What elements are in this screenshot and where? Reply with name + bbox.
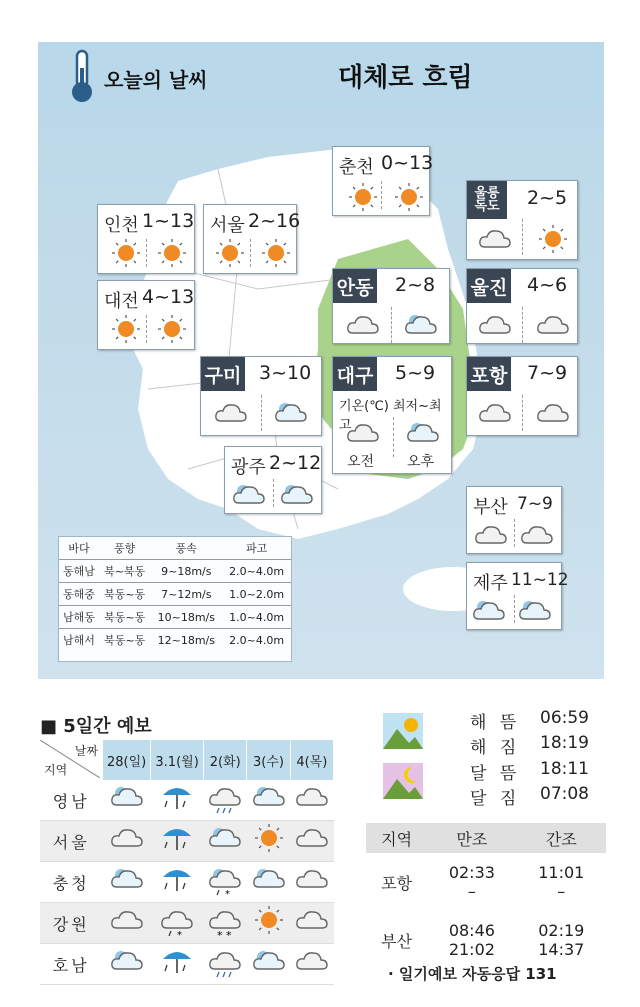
city-name: 춘천 [339, 157, 374, 178]
sea-header: 풍향 [114, 542, 136, 555]
rain-cloud-icon [207, 781, 243, 819]
high-tide-time: 08:46 [448, 921, 495, 940]
moonrise-label: 달 뜸 [470, 764, 521, 784]
region-name: 강원 [40, 903, 103, 944]
sea-cell: 남해서 [59, 629, 99, 652]
header-title: 오늘의 날씨 [104, 68, 208, 92]
temp-legend: 기온(℃) 최저~최고 [339, 399, 442, 433]
cloud-icon [109, 822, 145, 860]
sea-header-row [59, 537, 291, 560]
city-name: 대구 [333, 357, 377, 391]
table-row [40, 862, 334, 903]
region-name: 서울 [40, 821, 103, 862]
table-row [40, 821, 334, 862]
city-name: 인천 [104, 215, 139, 236]
table-row [40, 944, 334, 985]
sea-cell: 2.0~4.0m [222, 629, 291, 652]
cloud-icon [477, 309, 513, 347]
city-name: 부산 [473, 497, 508, 518]
sun-icon [251, 822, 287, 860]
city-box-daejeon [97, 280, 195, 350]
rain-cloud-icon [207, 945, 243, 983]
city-name: 울릉 독도 [467, 181, 507, 219]
table-row [40, 780, 334, 821]
city-temp: 5~9 [395, 362, 436, 384]
city-box-seoul [203, 204, 301, 274]
sea-cell: 동해남 [59, 560, 99, 583]
table-row [40, 903, 334, 944]
partly-cloudy-icon [251, 781, 287, 819]
sunrise-label: 해 뜸 [470, 713, 521, 733]
city-name: 제주 [473, 573, 508, 594]
city-temp: 0~13 [381, 152, 434, 174]
city-box-incheon [97, 204, 195, 274]
city-name: 광주 [231, 457, 266, 478]
day-header: 28(일) [103, 740, 151, 780]
city-temp: 4~13 [142, 286, 195, 308]
sea-header: 파고 [245, 542, 268, 555]
city-temp: 2~5 [527, 187, 568, 209]
tide-header: 간조 [517, 823, 606, 853]
city-box-andong [332, 268, 450, 344]
rain-umbrella-icon [159, 945, 195, 983]
thermometer-icon [68, 48, 96, 104]
city-box-chuncheon [332, 146, 434, 216]
sun-icon [345, 181, 381, 219]
partly-cloudy-icon [279, 479, 315, 517]
sun-icon [212, 237, 248, 275]
sunset-label: 해 짐 [470, 738, 521, 758]
svg-text:*: * [225, 889, 231, 897]
footer-phone-info: · 일기예보 자동응답 131 [388, 965, 557, 983]
city-temp: 11~12 [511, 570, 569, 590]
partly-cloudy-icon [517, 595, 553, 633]
sea-cell: 1.0~4.0m [222, 606, 291, 629]
rain-umbrella-icon [159, 863, 195, 901]
moonset-time: 07:08 [540, 784, 589, 804]
table-row [366, 853, 606, 911]
partly-cloudy-icon [109, 863, 145, 901]
day-header: 3(수) [247, 740, 290, 780]
partly-cloudy-icon [405, 417, 441, 455]
day-header: 3.1(월) [151, 740, 204, 780]
sun-icon [154, 313, 190, 351]
day-header: 4(목) [290, 740, 333, 780]
sea-cell: 북동~동 [99, 606, 150, 629]
partly-cloudy-icon [109, 945, 145, 983]
rain-snow-icon [207, 863, 243, 901]
high-tide-time: 21:02 [448, 940, 495, 959]
city-name: 울진 [467, 269, 511, 303]
city-box-pohang [466, 356, 578, 436]
header-bar [38, 42, 604, 109]
region-name: 호남 [40, 944, 103, 985]
city-temp: 7~9 [527, 362, 568, 384]
cloud-icon [535, 397, 571, 435]
city-temp: 1~13 [142, 210, 195, 232]
table-row [59, 560, 291, 583]
sea-cell: 1.0~2.0m [222, 583, 291, 606]
city-temp: 2~12 [269, 452, 322, 474]
cloud-icon [109, 904, 145, 942]
city-box-jeju [466, 562, 569, 630]
tide-region: 포항 [381, 873, 413, 893]
city-temp: 2~16 [248, 210, 301, 232]
sea-cell: 북~북동 [99, 560, 150, 583]
cloud-icon [294, 904, 330, 942]
pm-label: 오후 [407, 454, 435, 470]
cloud-icon [294, 781, 330, 819]
weather-summary: 대체로 흐림 [338, 63, 473, 93]
city-box-uljin [466, 268, 578, 344]
partly-cloudy-icon [273, 397, 309, 435]
sea-cell: 9~18m/s [150, 560, 222, 583]
city-box-busan [466, 486, 562, 554]
svg-text:*: * [177, 930, 183, 938]
sea-cell: 남해동 [59, 606, 99, 629]
sea-cell: 10~18m/s [150, 606, 222, 629]
corner-region-label: 지역 [44, 763, 68, 777]
sea-header: 바다 [68, 542, 90, 555]
moonrise-icon [383, 763, 423, 799]
cloud-icon [213, 397, 249, 435]
forecast-corner [40, 740, 103, 780]
city-temp: 3~10 [259, 362, 312, 384]
sunset-time: 18:19 [540, 733, 589, 753]
cloud-icon [345, 309, 381, 347]
cloud-icon [294, 822, 330, 860]
sea-cell: 12~18m/s [150, 629, 222, 652]
rain-umbrella-icon [159, 781, 195, 819]
high-tide-time: 02:33 [448, 863, 495, 882]
table-row [59, 629, 291, 652]
city-name: 안동 [333, 269, 377, 303]
sea-table [58, 536, 292, 662]
city-name: 대전 [104, 291, 139, 312]
corner-date-label: 날짜 [74, 744, 98, 758]
cloud-icon [473, 519, 509, 557]
tide-header: 만조 [427, 823, 516, 853]
city-temp: 4~6 [527, 274, 568, 296]
sunrise-time: 06:59 [540, 708, 589, 728]
city-name: 서울 [210, 215, 245, 236]
table-row [59, 583, 291, 606]
city-name: 구미 [201, 357, 245, 391]
sun-icon [535, 223, 571, 261]
city-temp: 7~9 [517, 494, 553, 514]
sea-header: 풍속 [175, 542, 197, 555]
city-name: 포항 [467, 357, 511, 391]
low-tide-time: – [557, 882, 566, 901]
partly-cloudy-icon [109, 781, 145, 819]
low-tide-time: 14:37 [538, 940, 585, 959]
moonrise-time: 18:11 [540, 759, 589, 779]
sunrise-icon [383, 713, 423, 749]
partly-cloudy-icon [251, 945, 287, 983]
sea-cell: 동해중 [59, 583, 99, 606]
cloud-icon [477, 223, 513, 261]
city-box-daegu [332, 356, 452, 474]
partly-cloudy-icon [403, 309, 439, 347]
high-tide-time: – [467, 882, 476, 901]
sun-icon [391, 181, 427, 219]
tide-table [366, 823, 606, 969]
partly-cloudy-icon [207, 822, 243, 860]
city-box-gumi [200, 356, 322, 436]
am-label: 오전 [347, 454, 375, 470]
partly-cloudy-icon [471, 595, 507, 633]
cloud-icon [535, 309, 571, 347]
low-tide-time: 02:19 [538, 921, 585, 940]
day-header: 2(화) [204, 740, 247, 780]
low-tide-time: 11:01 [538, 863, 585, 882]
sun-icon [251, 904, 287, 942]
svg-text:* *: * * [217, 929, 232, 938]
tide-header: 지역 [366, 823, 427, 853]
moonset-label: 달 짐 [470, 789, 521, 809]
table-row [366, 911, 606, 969]
cloud-icon [294, 945, 330, 983]
sun-icon [108, 313, 144, 351]
sun-icon [258, 237, 294, 275]
sun-icon [108, 237, 144, 275]
sea-cell: 북동~동 [99, 583, 150, 606]
forecast-title: ■ 5일간 예보 [40, 716, 152, 737]
region-name: 영남 [40, 780, 103, 821]
cloud-icon [477, 397, 513, 435]
rain-umbrella-icon [159, 822, 195, 860]
sea-cell: 2.0~4.0m [222, 560, 291, 583]
forecast-table [40, 740, 334, 985]
sun-icon [154, 237, 190, 275]
partly-cloudy-icon [231, 479, 267, 517]
cloud-icon [294, 863, 330, 901]
city-box-ulleung [466, 180, 578, 260]
cloud-icon [345, 417, 381, 455]
tide-region: 부산 [381, 931, 413, 951]
sea-cell: 7~12m/s [150, 583, 222, 606]
snow-cloud-icon [207, 904, 243, 942]
rain-snow-cloud-icon [159, 904, 195, 942]
partly-cloudy-icon [251, 863, 287, 901]
cloud-icon [519, 519, 555, 557]
region-name: 충청 [40, 862, 103, 903]
sea-cell: 북동~동 [99, 629, 150, 652]
city-box-gwangju [224, 446, 322, 514]
city-temp: 2~8 [395, 274, 436, 296]
table-row [59, 606, 291, 629]
